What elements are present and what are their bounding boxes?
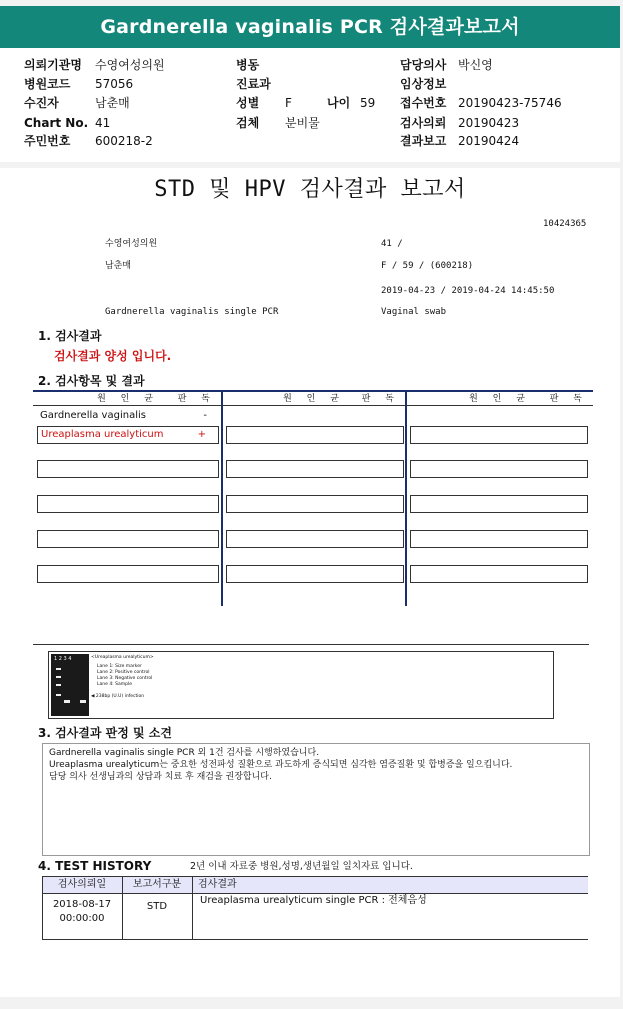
section-1-title: 1. 검사결과 [38, 329, 102, 343]
clinical-info-label: 임상정보 [400, 77, 447, 91]
empty-result-cell [226, 530, 404, 548]
results-grid-top-border [33, 390, 593, 392]
history-header-date: 검사의뢰일 [57, 879, 107, 890]
comment-line: 담당 의사 선생님과의 상담과 치료 후 재검을 권장합니다. [49, 772, 272, 782]
history-col-border [192, 876, 193, 940]
gel-legend-line: Lane 4: Sample [97, 682, 132, 687]
results-grid-header-line [33, 405, 593, 406]
sex-value: F [285, 96, 292, 110]
empty-result-cell [410, 495, 588, 513]
chart-no-label: Chart No. [24, 116, 89, 130]
empty-result-cell [410, 530, 588, 548]
gel-band [56, 668, 61, 670]
reading-header: 판 독 [549, 394, 588, 404]
report-number: 10424365 [543, 219, 587, 229]
empty-result-cell [410, 460, 588, 478]
gel-band [80, 700, 86, 703]
empty-result-cell [37, 460, 219, 478]
dept-label: 진료과 [236, 77, 271, 91]
report-dates: 2019-04-23 / 2019-04-24 14:45:50 [381, 286, 555, 296]
rrn-value: 600218-2 [95, 134, 153, 148]
pathogen-header: 원 인 균 [469, 394, 531, 404]
pathogen-name: Ureaplasma urealyticum [41, 429, 164, 440]
reading-header: 판 독 [177, 394, 216, 404]
receipt-no-label: 접수번호 [400, 96, 447, 110]
result-reading: + [197, 429, 206, 440]
history-type: STD [146, 901, 168, 912]
empty-result-cell [37, 565, 219, 583]
report-specimen: Vaginal swab [381, 307, 447, 317]
history-header-result: 검사결과 [198, 879, 237, 890]
request-date-label: 검사의뢰 [400, 116, 447, 130]
gel-electrophoresis-figure [48, 651, 554, 719]
rrn-label: 주민번호 [24, 134, 71, 148]
institution-value: 수영여성의원 [95, 58, 165, 72]
results-column-header [408, 393, 592, 405]
empty-result-cell [410, 426, 588, 444]
gel-band [64, 700, 70, 703]
report-test-name: Gardnerella vaginalis single PCR [105, 307, 279, 317]
gel-band [56, 676, 61, 678]
sex-label: 성별 [236, 96, 260, 110]
report-institution: 수영여성의원 [105, 239, 158, 249]
chart-no-value: 41 [95, 116, 111, 130]
age-label: 나이 [327, 96, 351, 110]
empty-result-cell [226, 495, 404, 513]
institution-label: 의뢰기관명 [24, 58, 82, 72]
doctor-label: 담당의사 [400, 58, 447, 72]
report-date-value: 20190424 [458, 134, 520, 148]
history-table [42, 876, 588, 940]
report-header-title: Gardnerella vaginalis PCR 검사결과보고서 [0, 6, 620, 48]
hospital-code-value: 57056 [95, 77, 134, 91]
gel-band [56, 694, 61, 696]
gel-band [56, 684, 61, 686]
empty-result-cell [226, 426, 404, 444]
gel-legend-line: Lane 1: Size marker [97, 664, 142, 669]
hospital-code-label: 병원코드 [24, 77, 71, 91]
results-column-header [224, 393, 404, 405]
age-value: 59 [360, 96, 376, 110]
results-column-header [36, 393, 220, 405]
history-time: 00:00:00 [59, 913, 105, 924]
receipt-no-value: 20190423-75746 [458, 96, 562, 110]
section-4-title: 4. TEST HISTORY [38, 859, 152, 873]
report-sex-age: F / 59 / (600218) [381, 261, 474, 271]
examinee-label: 수진자 [24, 96, 59, 110]
pathogen-header: 원 인 균 [97, 394, 159, 404]
pathogen-header: 원 인 균 [283, 394, 345, 404]
comment-line: Gardnerella vaginalis single PCR 외 1건 검사를 시행하였습니다. [49, 748, 320, 758]
history-header-type: 보고서구분 [132, 879, 182, 890]
positive-result-text: 검사결과 양성 입니다. [54, 349, 172, 363]
gel-caption: <Ureaplasma urealyticum> [91, 655, 154, 660]
empty-result-cell [410, 565, 588, 583]
report-chart: 41 / [381, 239, 403, 249]
patient-info-panel [0, 48, 620, 162]
ward-label: 병동 [236, 58, 260, 72]
pathogen-name: Gardnerella vaginalis [40, 410, 146, 421]
history-date: 2018-08-17 [52, 899, 112, 910]
result-row [37, 408, 219, 426]
history-result: Ureaplasma urealyticum single PCR : 전체음성 [200, 895, 427, 906]
comment-line: Ureaplasma urealyticum는 중요한 성전파성 질환으로 과도하게 증식되면 심각한 염증질환 및 합병증을 일으킵니다. [49, 760, 513, 770]
empty-result-cell [226, 565, 404, 583]
gel-legend-line: Lane 3: Negative control [97, 676, 153, 681]
doctor-value: 박신영 [458, 58, 493, 72]
results-grid-divider [221, 390, 223, 606]
gel-lane-numbers: 1 2 3 4 [54, 656, 72, 662]
section-2-title: 2. 검사항목 및 결과 [38, 374, 145, 388]
gel-band-annotation: ◀ 238bp (U.U) infection [91, 694, 145, 699]
empty-result-cell [37, 495, 219, 513]
report-sheet [0, 168, 620, 997]
divider-line [33, 644, 589, 645]
history-note: 2년 이내 자료중 병원,성명,생년월일 일치자료 입니다. [190, 861, 413, 872]
report-title: STD 및 HPV 검사결과 보고서 [154, 177, 466, 202]
specimen-label: 검체 [236, 116, 260, 130]
empty-result-cell [226, 460, 404, 478]
specimen-value: 분비물 [285, 116, 320, 130]
result-row-positive [37, 426, 219, 444]
empty-result-cell [37, 530, 219, 548]
examinee-value: 남춘매 [95, 96, 130, 110]
report-date-label: 결과보고 [400, 134, 447, 148]
section-3-title: 3. 검사결과 판정 및 소견 [38, 726, 172, 740]
result-reading: - [203, 410, 207, 421]
request-date-value: 20190423 [458, 116, 520, 130]
report-examinee: 남춘매 [105, 261, 132, 271]
gel-legend-line: Lane 2: Positive control [97, 670, 150, 675]
reading-header: 판 독 [361, 394, 400, 404]
results-grid-divider [405, 390, 407, 606]
comments-box [42, 743, 590, 856]
gel-image [51, 654, 89, 716]
